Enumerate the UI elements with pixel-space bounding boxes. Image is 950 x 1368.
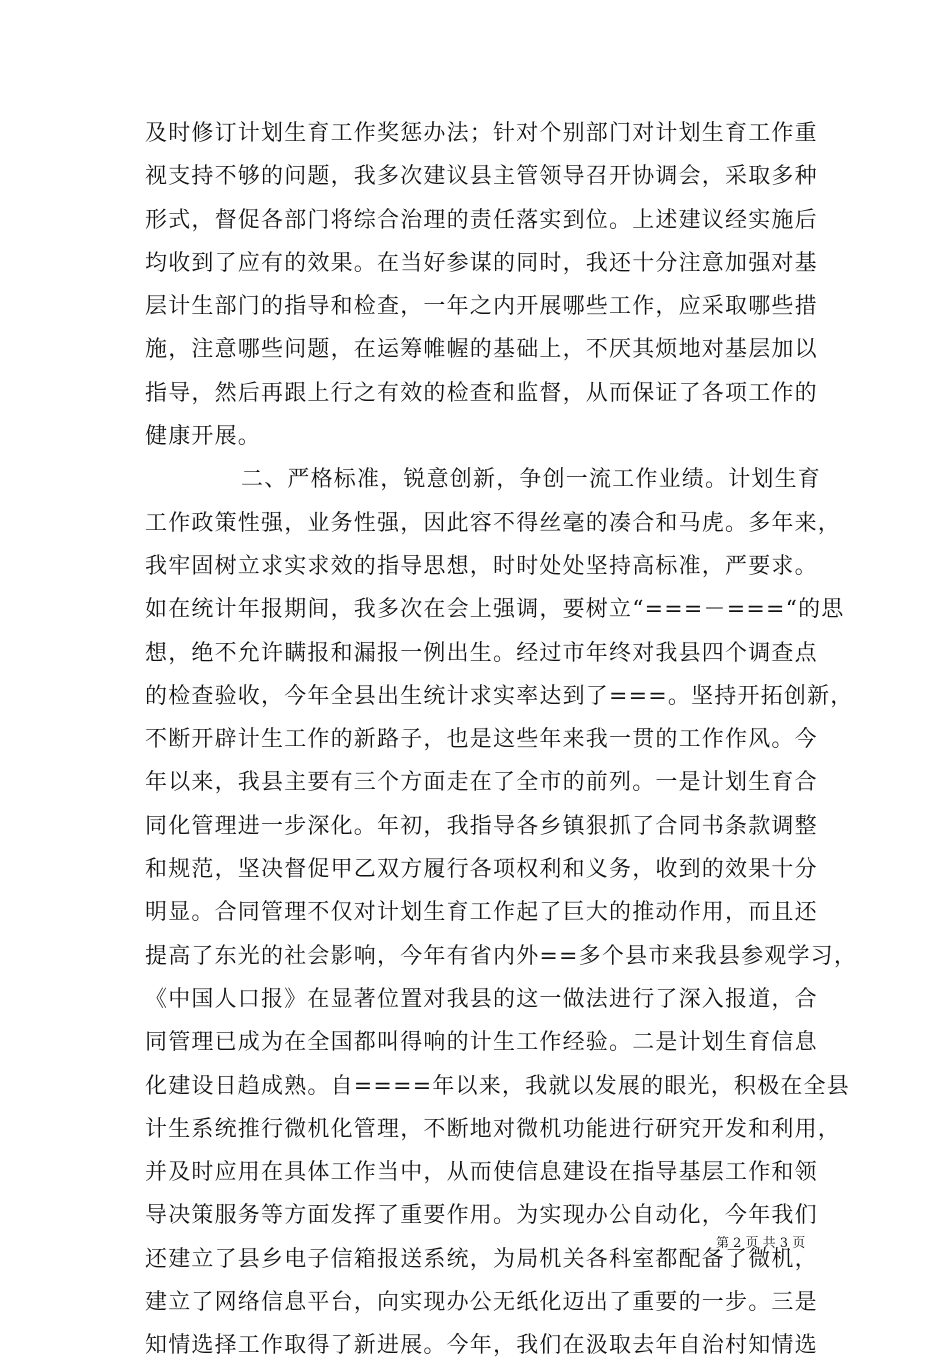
text-line: 想，绝不允许瞒报和漏报一例出生。经过市年终对我县四个调查点	[145, 640, 818, 666]
text-line: 视支持不够的问题，我多次建议县主管领导召开协调会，采取多种	[145, 164, 818, 190]
text-line: 工作政策性强，业务性强，因此容不得丝毫的凑合和马虎。多年来，	[145, 510, 842, 536]
text-line: 的检查验收，今年全县出生统计求实率达到了===。坚持开拓创新，	[145, 683, 854, 709]
text-line: 指导，然后再跟上行之有效的检查和监督，从而保证了各项工作的	[145, 380, 818, 406]
text-line: 层计生部门的指导和检查，一年之内开展哪些工作，应采取哪些措	[145, 294, 818, 320]
text-line: 和规范，坚决督促甲乙双方履行各项权利和义务，收到的效果十分	[145, 857, 818, 883]
text-line: 不断开辟计生工作的新路子，也是这些年来我一贯的工作作风。今	[145, 727, 818, 753]
text-line: 明显。合同管理不仅对计划生育工作起了巨大的推动作用，而且还	[145, 900, 818, 926]
text-line: 计生系统推行微机化管理，不断地对微机功能进行研究开发和利用，	[145, 1116, 842, 1142]
text-line: 及时修订计划生育工作奖惩办法；针对个别部门对计划生育工作重	[145, 121, 818, 146]
text-line: 同管理已成为在全国都叫得响的计生工作经验。二是计划生育信息	[145, 1030, 818, 1056]
text-line: 《中国人口报》在显著位置对我县的这一做法进行了深入报道，合	[145, 986, 818, 1012]
text-line: 同化管理进一步深化。年初，我指导各乡镇狠抓了合同书条款调整	[145, 813, 818, 839]
text-line: 知情选择工作取得了新进展。今年，我们在汲取去年自治村知情选	[145, 1333, 818, 1359]
page-number-footer: 第 2 页 共 3 页	[716, 1236, 806, 1251]
text-line: 我牢固树立求实求效的指导思想，时时处处坚持高标准，严要求。	[145, 553, 818, 579]
text-line: 施，注意哪些问题，在运筹帷幄的基础上，不厌其烦地对基层加以	[145, 337, 818, 363]
text-line: 均收到了应有的效果。在当好参谋的同时，我还十分注意加强对基	[145, 250, 818, 276]
text-line: 提高了东光的社会影响，今年有省内外==多个县市来我县参观学习，	[145, 943, 858, 969]
text-line: 形式，督促各部门将综合治理的责任落实到位。上述建议经实施后	[145, 207, 818, 233]
text-line: 建立了网络信息平台，向实现办公无纸化迈出了重要的一步。三是	[145, 1290, 818, 1316]
body-text	[145, 112, 858, 1368]
text-line: 导决策服务等方面发挥了重要作用。为实现办公自动化，今年我们	[145, 1203, 818, 1229]
text-line: 年以来，我县主要有三个方面走在了全市的前列。一是计划生育合	[145, 770, 818, 796]
text-line: 如在统计年报期间，我多次在会上强调，要树立“===－===“的思	[145, 597, 845, 623]
text-line: 健康开展。	[145, 424, 262, 450]
text-line: 并及时应用在具体工作当中，从而使信息建设在指导基层工作和领	[145, 1160, 818, 1186]
section-heading-line: 二、严格标准，锐意创新，争创一流工作业绩。计划生育	[241, 467, 822, 493]
text-line: 还建立了县乡电子信箱报送系统，为局机关各科室都配备了微机，	[145, 1246, 818, 1272]
text-line: 化建设日趋成熟。自====年以来，我就以发展的眼光，积极在全县	[145, 1073, 850, 1099]
